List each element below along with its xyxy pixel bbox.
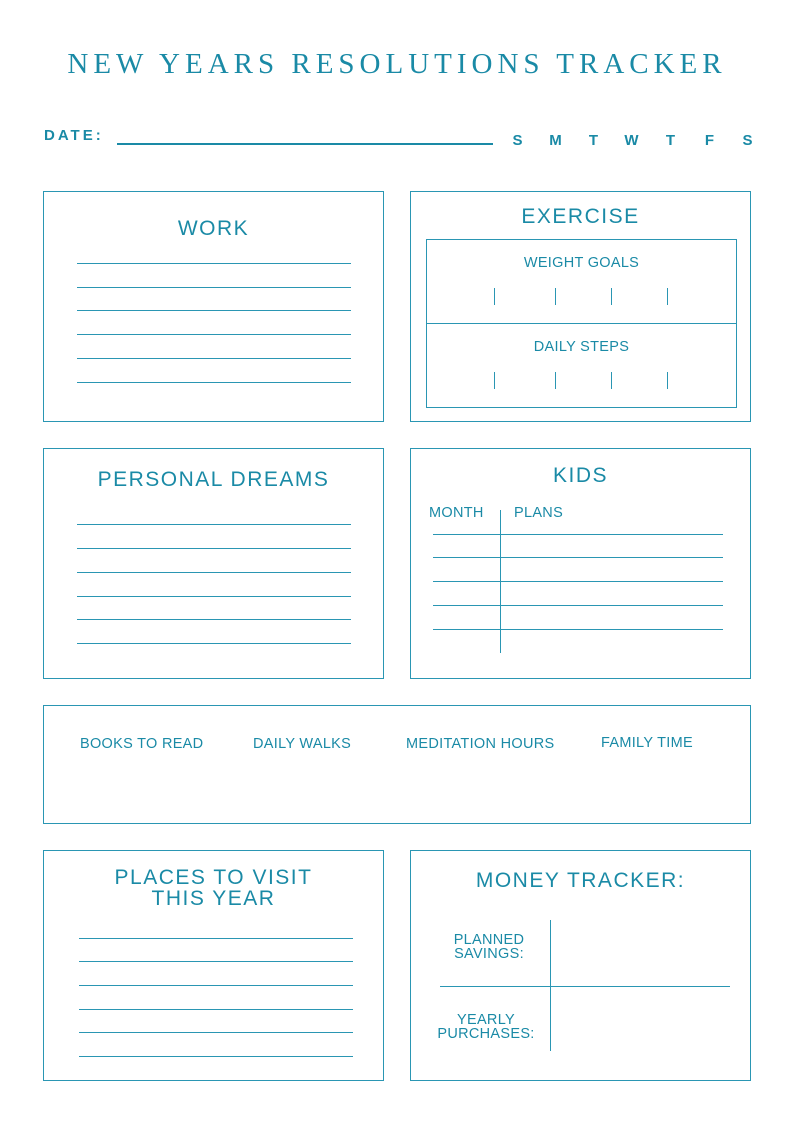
yearly-purchases-label-line2: PURCHASES: [437,1026,535,1042]
kids-row[interactable] [433,534,723,535]
day-sunday[interactable]: S [512,132,524,149]
kids-section [410,448,751,679]
work-line[interactable] [77,310,351,311]
habits-section [43,705,751,824]
dreams-line[interactable] [77,524,351,525]
money-row-divider [440,986,730,987]
date-label: DATE: [44,127,104,144]
planned-savings-label-line1: PLANNED [453,932,525,948]
habit-books-to-read: BOOKS TO READ [80,736,204,752]
day-saturday[interactable]: S [742,132,754,149]
kids-row[interactable] [433,557,723,558]
work-line[interactable] [77,382,351,383]
exercise-heading: EXERCISE [521,205,640,228]
work-line[interactable] [77,334,351,335]
places-section [43,850,384,1081]
work-section [43,191,384,422]
places-line[interactable] [79,985,353,986]
places-line[interactable] [79,1032,353,1033]
kids-row[interactable] [433,581,723,582]
date-field-line[interactable] [117,143,493,145]
page-title: NEW YEARS RESOLUTIONS TRACKER [67,48,727,80]
kids-row[interactable] [433,605,723,606]
yearly-purchases-label-line1: YEARLY [457,1012,515,1028]
weight-goals-label: WEIGHT GOALS [523,255,640,271]
places-line[interactable] [79,961,353,962]
places-line[interactable] [79,1056,353,1057]
exercise-inner-table [426,239,737,408]
weight-goal-divider [494,288,495,305]
money-tracker-section [410,850,751,1081]
dreams-line[interactable] [77,596,351,597]
places-heading-line1: PLACES TO VISIT [114,866,313,889]
places-heading-line2: THIS YEAR [151,887,276,910]
day-thursday[interactable]: T [665,132,677,149]
dreams-line[interactable] [77,548,351,549]
planned-savings-label-line2: SAVINGS: [454,946,524,962]
kids-plans-column-header: PLANS [514,505,564,521]
kids-month-column-header: MONTH [429,505,484,521]
daily-steps-divider [667,372,668,389]
dreams-line[interactable] [77,643,351,644]
dreams-line[interactable] [77,572,351,573]
day-monday[interactable]: M [549,132,563,149]
kids-heading: KIDS [552,464,608,487]
places-line[interactable] [79,938,353,939]
weight-goal-divider [667,288,668,305]
exercise-row-divider [427,323,736,324]
habit-daily-walks: DAILY WALKS [253,736,352,752]
exercise-section [410,191,751,422]
habit-family-time: FAMILY TIME [601,735,693,751]
weight-goal-divider [611,288,612,305]
work-heading: WORK [177,217,250,240]
day-wednesday[interactable]: W [624,132,640,149]
day-tuesday[interactable]: T [588,132,600,149]
weight-goal-divider [555,288,556,305]
dreams-line[interactable] [77,619,351,620]
day-friday[interactable]: F [704,132,716,149]
work-line[interactable] [77,358,351,359]
daily-steps-divider [555,372,556,389]
work-line[interactable] [77,287,351,288]
daily-steps-label: DAILY STEPS [533,339,630,355]
personal-dreams-section [43,448,384,679]
habit-meditation-hours: MEDITATION HOURS [406,736,555,752]
kids-row[interactable] [433,629,723,630]
daily-steps-divider [494,372,495,389]
places-line[interactable] [79,1009,353,1010]
work-line[interactable] [77,263,351,264]
personal-dreams-heading: PERSONAL DREAMS [97,468,330,491]
daily-steps-divider [611,372,612,389]
money-tracker-heading: MONEY TRACKER: [475,869,686,892]
